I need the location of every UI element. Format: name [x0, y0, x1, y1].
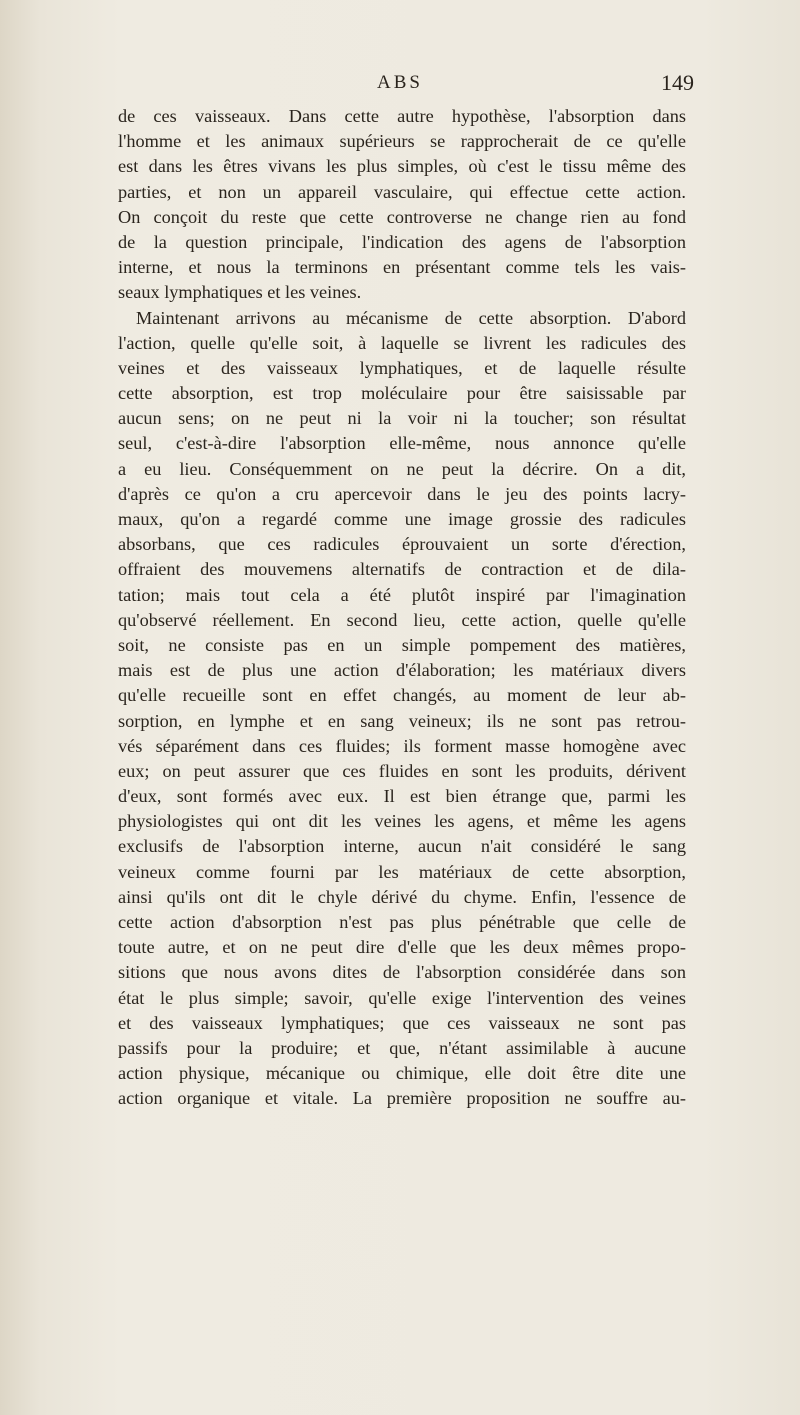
text-line: sorption, en lymphe et en sang veineux; ils ne sont pas retrou- [118, 710, 686, 731]
text-line: et des vaisseaux lymphatiques; que ces vaisseaux ne sont pas [118, 1012, 686, 1033]
text-line: action physique, mécanique ou chimique, elle doit être dite une [118, 1063, 686, 1084]
text-line: maux, qu'on a regardé comme une image grossie des radicules [118, 509, 686, 529]
text-line: mais est de plus une action d'élaboration; les matériaux divers [118, 660, 686, 681]
text-line: l'homme et les animaux supérieurs se rapprocherait de ce qu'elle [118, 131, 686, 152]
text-line: veineux comme fourni par les matériaux de cette absorption, [118, 861, 686, 882]
text-line: aucun sens; on ne peut ni la voir ni la toucher; son résultat [118, 408, 686, 429]
text-line: est dans les êtres vivans les plus simples, où c'est le tissu même des [118, 156, 686, 177]
text-line: seul, c'est-à-dire l'absorption elle-même, nous annonce qu'elle [118, 433, 686, 454]
text-line: physiologistes qui ont dit les veines les agens, et même les agens [118, 811, 686, 832]
text-line: état le plus simple; savoir, qu'elle exige l'intervention des veines [118, 987, 686, 1008]
body-text [118, 104, 686, 1112]
page-number: 149 [661, 70, 694, 95]
text-line: vés séparément dans ces fluides; ils forment masse homogène avec [118, 735, 686, 756]
text-line: qu'elle recueille sont en effet changés, au moment de leur ab- [118, 685, 686, 706]
text-line: offraient des mouvemens alternatifs de contraction et de dila- [118, 559, 686, 580]
text-line: eux; on peut assurer que ces fluides en sont les produits, dérivent [118, 760, 686, 781]
page-header [0, 66, 800, 100]
text-line: tation; mais tout cela a été plutôt inspiré par l'imagination [118, 584, 686, 605]
text-line: absorbans, que ces radicules éprouvaient un sorte d'érection, [118, 534, 686, 555]
text-line: cette absorption, est trop moléculaire pour être saisissable par [118, 383, 686, 404]
text-line: seaux lymphatiques et les veines. [118, 282, 362, 303]
text-line: l'action, quelle qu'elle soit, à laquelle se livrent les radicules des [118, 332, 686, 353]
text-line: soit, ne consiste pas en un simple pompement des matières, [118, 634, 686, 655]
text-line: On conçoit du reste que cette controverse ne change rien au fond [118, 206, 686, 227]
text-line: qu'observé réellement. En second lieu, cette action, quelle qu'elle [118, 609, 686, 630]
text-line: passifs pour la produire; et que, n'étant assimilable à aucune [118, 1037, 686, 1058]
text-line: d'eux, sont formés avec eux. Il est bien étrange que, parmi les [118, 786, 686, 807]
text-line: Maintenant arrivons au mécanisme de cette absorption. D'abord [136, 307, 686, 328]
text-line: d'après ce qu'on a cru apercevoir dans le jeu des points lacry- [118, 483, 686, 504]
text-line: ainsi qu'ils ont dit le chyle dérivé du chyme. Enfin, l'essence de [118, 886, 686, 907]
text-line: de ces vaisseaux. Dans cette autre hypothèse, l'absorption dans [118, 106, 686, 126]
text-line: a eu lieu. Conséquemment on ne peut la décrire. On a dit, [118, 458, 686, 479]
text-line: veines et des vaisseaux lymphatiques, et de laquelle résulte [118, 357, 686, 378]
text-line: parties, et non un appareil vasculaire, qui effectue cette action. [118, 181, 686, 202]
text-line: cette action d'absorption n'est pas plus pénétrable que celle de [118, 912, 686, 932]
text-line: exclusifs de l'absorption interne, aucun n'ait considéré le sang [118, 836, 686, 857]
text-line: sitions que nous avons dites de l'absorption considérée dans son [118, 962, 686, 983]
text-line: action organique et vitale. La première proposition ne souffre au- [118, 1088, 686, 1109]
text-line: de la question principale, l'indication des agens de l'absorption [118, 231, 686, 252]
running-head: ABS [377, 72, 423, 93]
text-line: toute autre, et on ne peut dire d'elle que les deux mêmes propo- [118, 937, 686, 958]
text-line: interne, et nous la terminons en présentant comme tels les vais- [118, 257, 686, 278]
